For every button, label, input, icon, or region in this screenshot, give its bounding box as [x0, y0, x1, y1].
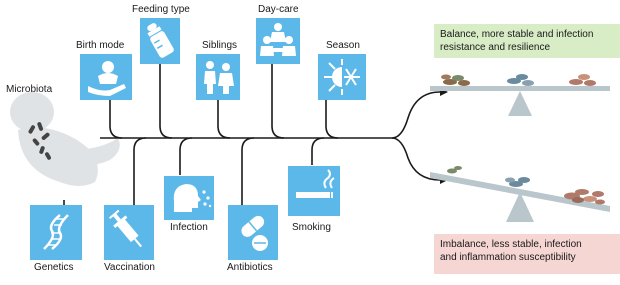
smoking-label: Smoking: [292, 222, 331, 233]
feeding-type-label: Feeding type: [132, 4, 190, 15]
season-tile: [318, 54, 366, 100]
smoking-tile: [288, 166, 340, 216]
microbe-cluster-left: [441, 75, 470, 87]
baby-in-hand-icon: [80, 54, 132, 100]
dna-icon: [30, 205, 82, 260]
siblings-label: Siblings: [202, 40, 238, 51]
balance-outcome-line-2: resistance and resilience: [440, 42, 551, 53]
season-label: Season: [326, 40, 360, 51]
antibiotics-label: Antibiotics: [227, 262, 273, 273]
baby-bottle-icon: [140, 18, 180, 64]
children-icon: [196, 54, 240, 100]
feeding-type-tile: [140, 18, 180, 64]
microbe-cluster-sparse: [447, 166, 462, 174]
cigarette-icon: [288, 166, 340, 216]
infection-label: Infection: [170, 222, 208, 233]
syringe-icon: [104, 205, 154, 260]
microbe-cluster-center: [505, 177, 530, 187]
siblings-tile: [196, 54, 240, 100]
infant-illustration: [10, 92, 120, 186]
tilted-seesaw: [430, 166, 610, 222]
genetics-tile: [30, 205, 82, 260]
vaccination-label: Vaccination: [104, 262, 155, 273]
day-care-tile: [256, 18, 300, 64]
antibiotics-tile: [228, 205, 278, 260]
group-of-children-icon: [256, 18, 300, 64]
day-care-label: Day-care: [258, 4, 299, 15]
imbalance-outcome-box: [434, 234, 620, 274]
imbalance-outcome-line-2: and inflammation susceptibility: [440, 252, 576, 263]
coughing-head-icon: [164, 176, 214, 220]
balanced-seesaw: [430, 74, 610, 116]
arrowheads: [440, 88, 448, 184]
pills-icon: [228, 205, 278, 260]
genetics-label: Genetics: [34, 262, 74, 273]
sun-snowflake-icon: [318, 54, 366, 100]
balance-outcome-line-1: Balance, more stable and infection: [440, 29, 594, 40]
vaccination-tile: [104, 205, 154, 260]
infection-tile: [164, 176, 214, 220]
birth-mode-label: Birth mode: [76, 40, 125, 51]
imbalance-outcome-line-1: Imbalance, less stable, infection: [440, 239, 582, 250]
balance-outcome-box: [434, 24, 620, 58]
microbiota-label: Microbiota: [6, 84, 53, 95]
microbe-cluster-middle: [507, 74, 534, 86]
microbe-cluster-right: [569, 74, 596, 86]
birth-mode-tile: [80, 54, 132, 100]
